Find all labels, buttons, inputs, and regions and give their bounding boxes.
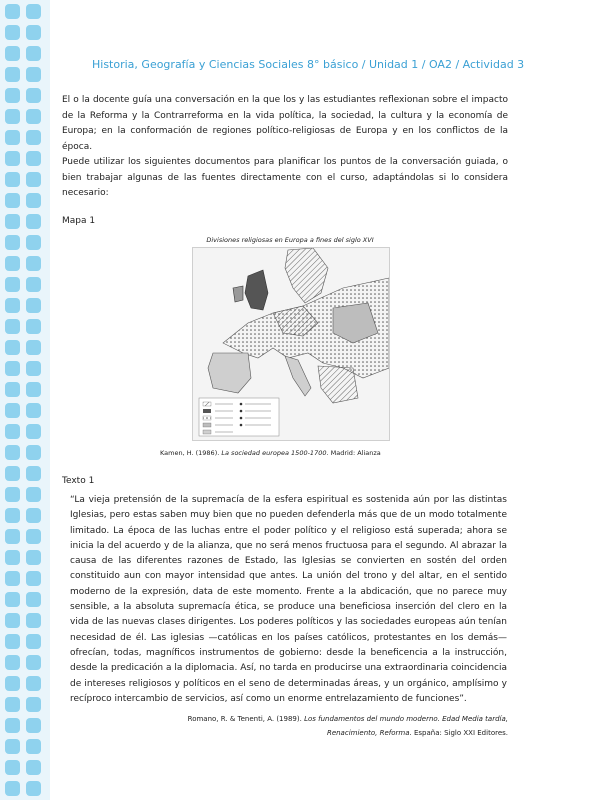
strip-square (5, 634, 20, 649)
strip-square (26, 214, 41, 229)
strip-square (26, 634, 41, 649)
page-header: Historia, Geografía y Ciencias Sociales 8° básico / Unidad 1 / OA2 / Actividad 3 (92, 58, 525, 71)
text1-citation-publisher: . España: Siglo XXI Editores. (409, 729, 508, 737)
text1-citation-authors: Romano, R. & Tenenti, A. (1989). (187, 715, 302, 723)
strip-square (5, 655, 20, 670)
strip-square (26, 739, 41, 754)
strip-square (5, 571, 20, 586)
strip-square (5, 4, 20, 19)
strip-square (5, 25, 20, 40)
strip-square (26, 445, 41, 460)
strip-square (26, 592, 41, 607)
map-citation (160, 449, 420, 457)
strip-square (26, 403, 41, 418)
strip-square (26, 277, 41, 292)
strip-square (5, 235, 20, 250)
strip-square (5, 739, 20, 754)
strip-square (26, 25, 41, 40)
strip-square (26, 697, 41, 712)
strip-square (5, 151, 20, 166)
strip-square (5, 508, 20, 523)
strip-square (5, 193, 20, 208)
strip-square (26, 382, 41, 397)
strip-square (5, 613, 20, 628)
strip-square (26, 193, 41, 208)
strip-square (26, 298, 41, 313)
strip-square (5, 256, 20, 271)
strip-square (26, 130, 41, 145)
strip-square (5, 130, 20, 145)
strip-square (5, 445, 20, 460)
map-citation-publisher: . Madrid: Alianza (326, 449, 381, 457)
strip-square (26, 46, 41, 61)
strip-square (5, 382, 20, 397)
strip-square (26, 487, 41, 502)
strip-square (26, 781, 41, 796)
text1-citation (150, 712, 508, 740)
strip-square (5, 88, 20, 103)
strip-square (26, 529, 41, 544)
text1-quote: “La vieja pretensión de la supremacía de la esfera espiritual es sostenida aún por las distintas Iglesias, pero estas saben muy bien que no pueden defenderla más que de un modo totalmente limitado. La época de las luchas entre el poder político y el religioso está superada; ahora se inicia la del acuerdo y de la alianza, que no será menos fructuosa para el segundo. Al abrazar la causa de las diferentes razones de Estado, las Iglesias se convierten en sostén del orden constituido aun con mayor intensidad que antes. La unión del trono y del altar, en el sentido moderno de la expresión, data de este momento. Frente a la abdicación, que no parece muy sensible, a la absoluta supremacía ética, se produce una beneficiosa inserción del clero en la vida de las nuevas clases dirigentes. Los poderes políticos y las sociedades europeas aún tenían necesidad de él. Las iglesias —católicas en los países católicos, protestantes en los demás— ofrecían, todas, magníficos instrumentos de gobierno: desde la beneficencia a la instrucción, desde la predicación a la diplomacia. Así, no tarda en producirse una extraordinaria coincidencia de intereses religiosos y políticos en el seno de determinadas áreas, y un orgánico, amplísimo y recíproco intercambio de servicios, así como un enorme entrelazamiento de funciones”. (70, 495, 507, 704)
map-title: Divisiones religiosas en Europa a fines del siglo XVI (206, 236, 374, 244)
strip-square (5, 718, 20, 733)
strip-square (26, 466, 41, 481)
strip-square (26, 88, 41, 103)
strip-square (5, 67, 20, 82)
strip-square (26, 676, 41, 691)
strip-square (26, 151, 41, 166)
strip-square (26, 571, 41, 586)
intro-paragraph-1: El o la docente guía una conversación en la que los y las estudiantes reflexionan sobre el impacto de la Reforma y la Contrarreforma en la vida política, la sociedad, la cultura y la economía de Europa; en la conformación de regiones político-religiosas de Europa y en los conflictos de la época. (62, 95, 508, 152)
strip-square (26, 424, 41, 439)
strip-square (26, 340, 41, 355)
text1-label: Texto 1 (62, 476, 95, 486)
strip-square (5, 781, 20, 796)
strip-square (26, 550, 41, 565)
strip-square (5, 760, 20, 775)
europe-religion-map (192, 247, 390, 441)
strip-square (26, 361, 41, 376)
strip-square (26, 508, 41, 523)
decorative-side-strip (0, 0, 50, 800)
strip-square (5, 46, 20, 61)
strip-square (26, 109, 41, 124)
strip-square (5, 403, 20, 418)
map-citation-work: La sociedad europea 1500-1700 (221, 449, 327, 457)
strip-square (26, 235, 41, 250)
strip-square (5, 277, 20, 292)
strip-square (5, 361, 20, 376)
strip-square (5, 529, 20, 544)
strip-square (26, 613, 41, 628)
strip-square (26, 319, 41, 334)
strip-square (5, 550, 20, 565)
strip-square (5, 487, 20, 502)
map-citation-authors: Kamen, H. (1986). (160, 449, 220, 457)
strip-square (5, 676, 20, 691)
map-figure (192, 236, 388, 441)
strip-square (5, 697, 20, 712)
map-label: Mapa 1 (62, 216, 96, 226)
strip-square (26, 718, 41, 733)
strip-square (5, 592, 20, 607)
map-image (193, 248, 389, 440)
strip-square (5, 214, 20, 229)
strip-square (26, 4, 41, 19)
strip-square (5, 298, 20, 313)
strip-square (5, 109, 20, 124)
strip-square (26, 172, 41, 187)
strip-square (5, 340, 20, 355)
strip-square (5, 172, 20, 187)
strip-square (5, 319, 20, 334)
strip-square (26, 256, 41, 271)
intro-paragraph-2: Puede utilizar los siguientes documentos para planificar los puntos de la conversación guiada, o bien trabajar algunas de las fuentes directamente con el curso, adaptándolas si lo considera necesario: (62, 157, 508, 198)
strip-square (26, 760, 41, 775)
strip-square (26, 67, 41, 82)
strip-square (5, 466, 20, 481)
strip-square (5, 424, 20, 439)
strip-square (26, 655, 41, 670)
text1-citation-work: Los fundamentos del mundo moderno. Edad Media tardía, Renacimiento, Reforma (304, 715, 508, 737)
